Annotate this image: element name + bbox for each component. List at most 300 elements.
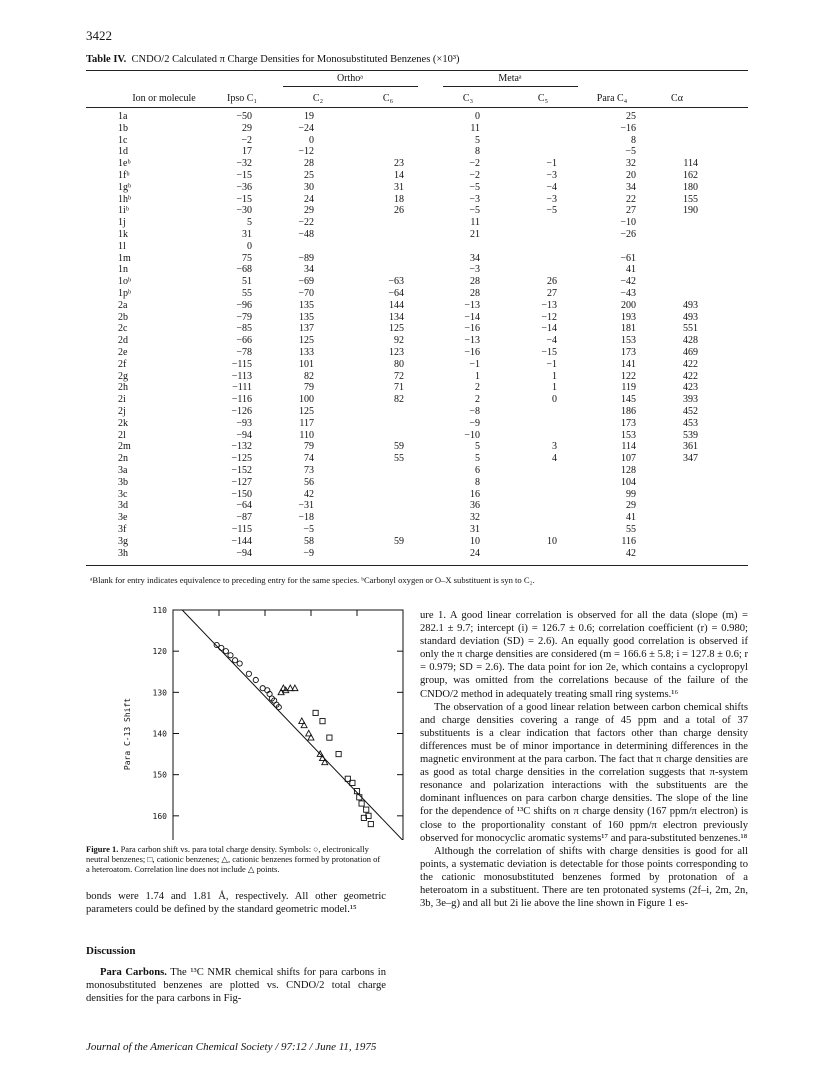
- table-cell: −8: [469, 406, 480, 417]
- data-point-circle: [253, 677, 258, 682]
- table-cell: 74: [304, 453, 314, 465]
- table-cell: −31: [298, 500, 314, 512]
- table-cell: 107: [621, 453, 636, 465]
- row-label: 1n: [118, 264, 128, 276]
- table-cell: 11: [470, 217, 480, 229]
- table-cell: 423: [683, 382, 698, 394]
- table-cell: −150: [231, 488, 252, 500]
- row-label: 1fᵇ: [118, 170, 130, 181]
- row-label: 1gᵇ: [118, 181, 132, 193]
- row-label: 1pᵇ: [118, 288, 132, 299]
- table-bottom-rule: [86, 565, 748, 566]
- data-point-square: [320, 719, 325, 724]
- table-cell: 92: [394, 335, 404, 347]
- data-point-circle: [246, 671, 251, 676]
- table-cell: −14: [541, 323, 557, 335]
- column-header: C₆: [382, 93, 394, 104]
- table-cell: −3: [469, 264, 480, 276]
- table-cell: 125: [299, 335, 314, 347]
- para-carbons-text: The ¹³C NMR chemical shifts for para carbons in monosubstituted benzenes are plotted vs. CNDO/2 total charge densities for the para carbons in Fig-: [86, 967, 387, 1005]
- para-carbons-lead: Para Carbons.: [100, 967, 167, 978]
- table-cell: −48: [298, 229, 314, 240]
- table-cell: −1: [546, 358, 557, 370]
- row-label: 1eᵇ: [118, 158, 131, 170]
- table-cell: −43: [620, 288, 636, 299]
- figure-caption-label: Figure 1.: [86, 844, 119, 854]
- table-cell: 469: [683, 347, 698, 358]
- table-cell: 51: [242, 276, 252, 288]
- y-tick-label: 160: [152, 811, 167, 821]
- table-cell: −5: [303, 524, 314, 535]
- table-cell: 119: [621, 382, 636, 394]
- table-cell: 128: [621, 465, 636, 476]
- table-cell: 25: [304, 170, 314, 181]
- table-cell: −113: [231, 370, 252, 382]
- table-label: Table IV.: [86, 54, 127, 65]
- table-cell: 31: [470, 524, 480, 535]
- figure-caption: [86, 844, 384, 874]
- table-cell: 134: [389, 311, 404, 323]
- table-cell: 104: [621, 476, 636, 488]
- table-cell: 16: [470, 488, 480, 500]
- table-cell: −89: [298, 252, 314, 264]
- row-label: 3e: [118, 512, 128, 524]
- table-cell: 2: [475, 394, 480, 406]
- row-label: 2g: [118, 370, 128, 382]
- table-cell: 34: [304, 264, 314, 276]
- table-cell: −10: [464, 429, 480, 441]
- table-cell: −13: [464, 335, 480, 347]
- table-cell: −115: [231, 524, 252, 535]
- table-cell: −2: [469, 170, 480, 181]
- column-header: Ipso C₁: [227, 93, 257, 104]
- table-cell: −70: [298, 288, 314, 299]
- discussion-heading: Discussion: [86, 945, 136, 957]
- table-cell: 59: [394, 441, 404, 453]
- table-cell: 186: [621, 406, 636, 417]
- table-cell: −68: [236, 264, 252, 276]
- table-top-rule: [86, 70, 748, 71]
- table-cell: −2: [241, 134, 252, 146]
- row-label: 3d: [118, 500, 128, 512]
- table-cell: −13: [541, 299, 557, 311]
- table-cell: 110: [299, 429, 314, 441]
- table-cell: −3: [546, 170, 557, 181]
- table-cell: 101: [299, 358, 314, 370]
- table-cell: 493: [683, 311, 698, 323]
- column-header: C₃: [462, 93, 474, 104]
- table-cell: −93: [236, 417, 252, 429]
- row-label: 1j: [118, 217, 126, 229]
- table-header-rule: [86, 107, 748, 108]
- row-label: 2l: [118, 429, 126, 441]
- table-cell: −144: [231, 535, 252, 547]
- table-cell: 55: [394, 453, 404, 465]
- data-point-square: [359, 801, 364, 806]
- table-cell: 200: [621, 299, 636, 311]
- table-cell: 193: [621, 311, 636, 323]
- table-cell: 5: [475, 453, 480, 465]
- row-label: 2j: [118, 406, 126, 417]
- table-cell: 1: [552, 382, 557, 394]
- data-point-circle: [223, 649, 228, 654]
- table-cell: 173: [621, 417, 636, 429]
- row-label: 2e: [118, 347, 128, 358]
- row-label: 2i: [118, 394, 126, 406]
- table-cell: 361: [683, 441, 698, 453]
- table-cell: −16: [620, 122, 636, 134]
- table-cell: 0: [475, 111, 480, 122]
- column-header: Ion or molecule: [132, 93, 196, 104]
- table-cell: 8: [475, 476, 480, 488]
- table-cell: −116: [231, 394, 252, 406]
- row-label: 2n: [118, 453, 128, 465]
- table-cell: 32: [470, 512, 480, 524]
- table-cell: 4: [552, 453, 557, 465]
- table-cell: −132: [231, 441, 252, 453]
- row-label: 1c: [118, 134, 128, 146]
- table-cell: 1: [552, 370, 557, 382]
- table-cell: 11: [470, 122, 480, 134]
- row-label: 1k: [118, 229, 128, 240]
- table-cell: 452: [683, 406, 698, 417]
- table-cell: 190: [683, 205, 698, 217]
- table-cell: 29: [304, 205, 314, 217]
- table-cell: 5: [475, 134, 480, 146]
- table-cell: −64: [388, 288, 404, 299]
- table-cell: 82: [304, 370, 314, 382]
- table-cell: 75: [242, 252, 252, 264]
- table-cell: −30: [236, 205, 252, 217]
- table-cell: 551: [683, 323, 698, 335]
- table-cell: −111: [232, 382, 252, 394]
- table-cell: −5: [546, 205, 557, 217]
- table-cell: 153: [621, 429, 636, 441]
- table-cell: 6: [475, 465, 480, 476]
- table-cell: 30: [304, 181, 314, 193]
- table-cell: −5: [469, 181, 480, 193]
- table-cell: −36: [236, 181, 252, 193]
- table-cell: 144: [389, 299, 404, 311]
- table-cell: 135: [299, 299, 314, 311]
- table-cell: 0: [552, 394, 557, 406]
- table-cell: 453: [683, 417, 698, 429]
- table-cell: −127: [231, 476, 252, 488]
- ortho-group-header: Orthoᵃ: [336, 73, 364, 84]
- table-cell: 19: [304, 111, 314, 122]
- table-cell: −87: [236, 512, 252, 524]
- table-cell: −32: [236, 158, 252, 170]
- table-cell: 73: [304, 465, 314, 476]
- data-point-circle: [228, 653, 233, 658]
- table-cell: −13: [464, 299, 480, 311]
- table-cell: 145: [621, 394, 636, 406]
- right-paragraph-1: ure 1. A good linear correlation is observed for all the data (slope (m) = 282.1 ± 9.7; intercept (i) = 126.7 ± 0.6; correlation coefficient (r) = 0.980; standard deviation (SD) = 2.6). An equally good correlation is observed if only the π charge densities are considered (m = 166.6 ± 5.8; i = 127.8 ± 0.6; r = 0.979; SD = 2.6). The data point for ion 2e, which contains a cyclopropyl group, was omitted from the correlations because of the failure of the CNDO/2 method in adequately treating small ring systems.¹⁶: [420, 610, 748, 700]
- row-label: 3f: [118, 524, 127, 535]
- table-cell: 34: [470, 252, 480, 264]
- row-label: 1b: [118, 122, 128, 134]
- table-footnote: ᵃBlank for entry indicates equivalence to preceding entry for the same species. ᵇCarbonyl oxygen or O–X substituent is syn to C₂.: [90, 575, 535, 585]
- table-cell: 10: [470, 535, 480, 547]
- table-cell: 8: [475, 146, 480, 158]
- table-cell: −16: [464, 347, 480, 358]
- table-title-text: CNDO/2 Calculated π Charge Densities for Monosubstituted Benzenes (×10³): [131, 54, 460, 65]
- table-cell: 173: [621, 347, 636, 358]
- table-cell: 5: [475, 441, 480, 453]
- table-cell: −26: [620, 229, 636, 240]
- table-cell: −69: [298, 276, 314, 288]
- table-cell: 42: [304, 488, 314, 500]
- table-cell: 55: [626, 524, 636, 535]
- table-cell: 539: [683, 429, 698, 441]
- table-cell: −94: [236, 429, 252, 441]
- y-tick-label: 110: [152, 606, 167, 615]
- table-cell: 135: [299, 311, 314, 323]
- page-number: 3422: [86, 28, 112, 43]
- table-cell: 155: [683, 193, 698, 205]
- table-cell: 125: [299, 406, 314, 417]
- data-point-triangle: [308, 734, 314, 740]
- right-paragraph-2: The observation of a good linear relation between carbon chemical shifts and charge densities covering a range of 45 ppm and a total of 37 substituents is a clear indication that factors other than charge density differences must be of minor importance in determining differences in the magnetic environment at the para carbon. The fact that π charge densities are as good as total charge densities in the correlation suggests that π-system resonance and polarization interactions with the substituents are the dominant influences on para carbon charge densities. The slope of the line for the dependence of ¹³C shifts on π charge density (167 ppm/π electron) is close to the proportionality constant of 160 ppm/π electron previously observed for monocyclic aromatic systems¹⁷ and para-substituted benzenes.¹⁸: [420, 701, 748, 844]
- table-cell: 79: [304, 382, 314, 394]
- table-cell: 5: [247, 217, 252, 229]
- meta-group-header: Metaᵃ: [498, 73, 522, 84]
- table-cell: 99: [626, 488, 636, 500]
- table-cell: −85: [236, 323, 252, 335]
- table-cell: 58: [304, 535, 314, 547]
- table-cell: −22: [298, 217, 314, 229]
- table-cell: −1: [469, 358, 480, 370]
- table-cell: −66: [236, 335, 252, 347]
- journal-citation: Journal of the American Chemical Society / 97:12 / June 11, 1975: [86, 1041, 377, 1053]
- table-cell: 59: [394, 535, 404, 547]
- row-label: 2c: [118, 323, 128, 335]
- row-label: 1hᵇ: [118, 193, 132, 205]
- table-cell: −12: [298, 146, 314, 158]
- table-cell: 137: [299, 323, 314, 335]
- table-cell: 153: [621, 335, 636, 347]
- table-cell: 55: [242, 288, 252, 299]
- column-header: Cα: [671, 93, 683, 104]
- y-tick-label: 130: [152, 688, 167, 698]
- table-cell: 0: [309, 134, 314, 146]
- column-header: C₅: [537, 93, 549, 104]
- table-cell: 125: [389, 323, 404, 335]
- table-cell: 22: [626, 193, 636, 205]
- table-cell: −4: [546, 335, 557, 347]
- table-cell: −15: [236, 170, 252, 181]
- table-cell: −78: [236, 347, 252, 358]
- table-cell: 27: [547, 288, 557, 299]
- table-cell: −18: [298, 512, 314, 524]
- table-cell: 41: [626, 512, 636, 524]
- table-cell: 24: [470, 547, 480, 559]
- table-cell: 493: [683, 299, 698, 311]
- row-label: 1iᵇ: [118, 205, 129, 217]
- table-cell: 180: [683, 181, 698, 193]
- table-cell: 71: [394, 382, 404, 394]
- column-header: Para C₄: [596, 93, 628, 104]
- data-point-triangle: [292, 685, 298, 691]
- table-cell: 29: [242, 122, 252, 134]
- row-label: 2h: [118, 382, 128, 394]
- table-cell: −1: [546, 158, 557, 170]
- table-cell: 117: [299, 417, 314, 429]
- data-point-square: [313, 710, 318, 715]
- correlation-line: [182, 610, 403, 840]
- table-cell: −152: [231, 465, 252, 476]
- table-cell: 20: [626, 170, 636, 181]
- table-cell: −2: [469, 158, 480, 170]
- table-cell: 32: [626, 158, 636, 170]
- table-cell: 8: [631, 134, 636, 146]
- table-cell: 31: [242, 229, 252, 240]
- table-cell: −16: [464, 323, 480, 335]
- row-label: 2f: [118, 358, 127, 370]
- left-column-paragraph-1: bonds were 1.74 and 1.81 Å, respectively. All other geometric parameters could be defined by the standard geometric model.¹⁵: [86, 891, 386, 916]
- row-label: 3c: [118, 488, 128, 500]
- row-label: 1l: [118, 240, 126, 252]
- table-cell: 31: [394, 181, 404, 193]
- table-cell: −14: [464, 311, 480, 323]
- table-cell: 2: [475, 382, 480, 394]
- plot-frame: [173, 610, 403, 840]
- table-cell: −15: [541, 347, 557, 358]
- data-point-square: [368, 821, 373, 826]
- row-label: 1d: [118, 146, 128, 158]
- table-cell: −61: [620, 252, 636, 264]
- table-cell: 21: [470, 229, 480, 240]
- table-cell: 72: [394, 370, 404, 382]
- table-cell: −5: [625, 146, 636, 158]
- data-point-circle: [233, 658, 238, 663]
- figure-caption-text: Para carbon shift vs. para total charge density. Symbols: ○, electronically neutral benzenes; □, cationic benzenes; △, cationic benzenes formed by protonation of a heteroatom. Correlation line does not include △ points.: [86, 844, 381, 875]
- y-tick-label: 120: [152, 647, 167, 657]
- table-cell: −42: [620, 276, 636, 288]
- table-cell: 181: [621, 323, 636, 335]
- row-label: 3b: [118, 476, 128, 488]
- table-cell: 23: [394, 158, 404, 170]
- table-cell: 28: [304, 158, 314, 170]
- row-label: 2d: [118, 335, 128, 347]
- table-cell: 41: [626, 264, 636, 276]
- table-cell: −64: [236, 500, 252, 512]
- table-cell: −79: [236, 311, 252, 323]
- table-cell: 393: [683, 394, 698, 406]
- table-cell: 36: [470, 500, 480, 512]
- table-cell: 29: [626, 500, 636, 512]
- row-label: 3a: [118, 465, 128, 476]
- table-cell: 114: [683, 158, 698, 170]
- table-cell: 100: [299, 394, 314, 406]
- row-label: 2m: [118, 441, 131, 453]
- scatter-chart: [100, 600, 420, 840]
- right-column: [420, 609, 748, 910]
- table-cell: −9: [469, 417, 480, 429]
- left-column-paragraph-2: [86, 966, 386, 1005]
- table-cell: 428: [683, 335, 698, 347]
- table-cell: 27: [626, 205, 636, 217]
- table-cell: 116: [621, 535, 636, 547]
- table-cell: −125: [231, 453, 252, 465]
- table-cell: −12: [541, 311, 557, 323]
- table-cell: −24: [298, 122, 314, 134]
- table-cell: −5: [469, 205, 480, 217]
- data-point-triangle: [322, 759, 328, 765]
- table-cell: −63: [388, 276, 404, 288]
- row-label: 3h: [118, 547, 128, 559]
- table-cell: −115: [231, 358, 252, 370]
- table-cell: 141: [621, 358, 636, 370]
- table-cell: −4: [546, 181, 557, 193]
- table-cell: 80: [394, 358, 404, 370]
- data-point-triangle: [301, 722, 307, 728]
- row-label: 1oᵇ: [118, 276, 132, 288]
- table-cell: 34: [626, 181, 636, 193]
- y-tick-label: 150: [152, 770, 167, 780]
- data-point-circle: [219, 645, 224, 650]
- table-cell: 28: [470, 288, 480, 299]
- table-cell: 56: [304, 476, 314, 488]
- table-cell: −126: [231, 406, 252, 417]
- table-cell: 24: [304, 193, 314, 205]
- table-cell: 422: [683, 370, 698, 382]
- table-cell: −94: [236, 547, 252, 559]
- table-cell: 26: [547, 276, 557, 288]
- table-cell: 82: [394, 394, 404, 406]
- table-cell: 18: [394, 193, 404, 205]
- table-cell: 42: [626, 547, 636, 559]
- row-label: 3g: [118, 535, 128, 547]
- data-point-circle: [237, 661, 242, 666]
- table-cell: 14: [394, 170, 404, 181]
- table-cell: 123: [389, 347, 404, 358]
- right-paragraph-3: Although the correlation of shifts with charge densities is good for all points, a systematic deviation is detectable for those points corresponding to the cationic monosubstituted benzenes formed by protonation of a heteroatom in a substituent. There are ten protonated systems (2f–i, 2m, 2n, 3b, 3e–g) and all but 2i lie above the line shown in Figure 1 es-: [420, 845, 748, 910]
- table-cell: 26: [394, 205, 404, 217]
- row-label: 1a: [118, 111, 128, 122]
- row-label: 2b: [118, 311, 128, 323]
- data-point-square: [364, 807, 369, 812]
- table-cell: −3: [469, 193, 480, 205]
- table-cell: 79: [304, 441, 314, 453]
- table-cell: 10: [547, 535, 557, 547]
- table-cell: 17: [242, 146, 252, 158]
- data-point-square: [336, 751, 341, 756]
- row-label: 1m: [118, 252, 131, 264]
- table-cell: 1: [475, 370, 480, 382]
- table-cell: −3: [546, 193, 557, 205]
- table-cell: −15: [236, 193, 252, 205]
- table-cell: 347: [683, 453, 698, 465]
- ortho-group-rule: [283, 86, 418, 87]
- table-cell: −50: [236, 111, 252, 122]
- table-title: [86, 54, 459, 65]
- table-cell: 133: [299, 347, 314, 358]
- data-point-square: [327, 735, 332, 740]
- table-cell: 122: [621, 370, 636, 382]
- row-label: 2k: [118, 417, 128, 429]
- table-cell: 0: [247, 240, 252, 252]
- table-cell: 114: [621, 441, 636, 453]
- y-tick-label: 140: [152, 729, 167, 739]
- table-cell: 28: [470, 276, 480, 288]
- table-cell: 3: [552, 441, 557, 453]
- table-cell: 25: [626, 111, 636, 122]
- y-axis-label: Para C-13 Shift: [123, 697, 132, 771]
- table-cell: 162: [683, 170, 698, 181]
- table-cell: −9: [303, 547, 314, 559]
- meta-group-rule: [443, 86, 578, 87]
